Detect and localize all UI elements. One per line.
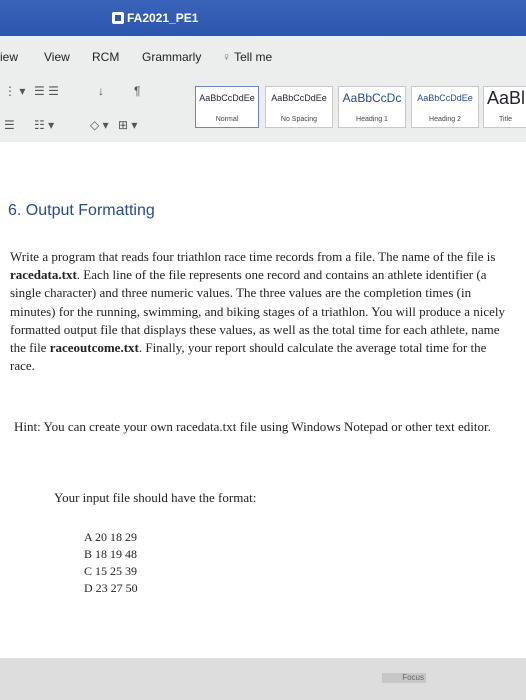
output-filename: raceoutcome.txt [49, 340, 139, 356]
lightbulb-icon: ♀ [222, 50, 231, 64]
record-line: A 20 18 29 [84, 530, 138, 544]
menu-review[interactable]: iew [0, 50, 19, 64]
menu-rcm[interactable]: RCM [92, 50, 120, 64]
style-heading-1-preview: AaBbCcDc [342, 91, 402, 105]
para-text-2: . Each line of the file represents one record and contains an athlete identifier (a single character) and three numeric values. The three values are the completion times (in minutes) for the running, swimming, and biking stages of a triathlon. You will produce a nicely formatted output file that displays these values, as well as the total time for each athlete, name the file [10, 267, 506, 356]
problem-description [10, 248, 514, 375]
question-heading: 6. Output Formatting [8, 202, 155, 219]
style-heading-1-label: Heading 1 [356, 116, 388, 123]
tell-me[interactable] [222, 50, 272, 64]
input-filename: racedata.txt [10, 267, 77, 283]
hint-text: Hint: You can create your own racedata.txt file using Windows Notepad or other text editor. [14, 419, 491, 434]
para-text-1: Write a program that reads four triathlon race time records from a file. The name of the file is [10, 249, 496, 264]
style-no-spacing-preview: AaBbCcDdEe [271, 93, 327, 103]
style-heading-2[interactable] [411, 86, 479, 128]
style-title-preview: AaBl [487, 88, 526, 108]
style-heading-1[interactable] [338, 86, 406, 128]
record-line: B 18 19 48 [84, 547, 138, 561]
sort-icon[interactable]: ↓ [98, 84, 104, 98]
borders-icon[interactable]: ⊞ ▾ [118, 118, 138, 132]
tell-me-label: Tell me [234, 50, 273, 64]
style-normal-preview: AaBbCcDdEe [199, 93, 255, 103]
indent-icon[interactable]: ☰ ☰ [34, 84, 59, 98]
window-title-text: FA2021_PE1 [127, 11, 199, 25]
format-label: Your input file should have the format: [54, 490, 257, 505]
style-heading-2-label: Heading 2 [429, 116, 461, 123]
record-line: C 15 25 39 [84, 564, 138, 578]
style-title[interactable] [483, 86, 526, 128]
list-dropdown-icon[interactable]: ⋮ ▾ [4, 84, 26, 98]
menu-view[interactable]: View [44, 50, 70, 64]
record-line: D 23 27 50 [84, 581, 138, 595]
ribbon [0, 36, 526, 143]
title-bar [0, 0, 526, 36]
line-spacing-icon[interactable]: ☷ ▾ [34, 118, 55, 132]
style-title-label: Title [499, 116, 512, 123]
style-normal-label: Normal [215, 116, 239, 123]
window-title [112, 11, 198, 25]
word-document-icon [112, 12, 124, 24]
status-bar [0, 658, 526, 700]
style-heading-2-preview: AaBbCcDdEe [417, 93, 473, 103]
menu-grammarly[interactable]: Grammarly [142, 50, 202, 64]
shading-icon[interactable]: ◇ ▾ [90, 118, 109, 132]
align-icon[interactable]: ☰ [4, 118, 15, 132]
style-normal[interactable] [195, 86, 259, 128]
paragraph-mark-icon[interactable]: ¶ [134, 84, 141, 98]
para-text-3: . Finally, your report should calculate the average total time for the race. [10, 340, 487, 374]
style-no-spacing[interactable] [265, 86, 333, 128]
style-no-spacing-label: No Spacing [280, 116, 318, 123]
focus-button[interactable]: Focus [382, 673, 426, 683]
